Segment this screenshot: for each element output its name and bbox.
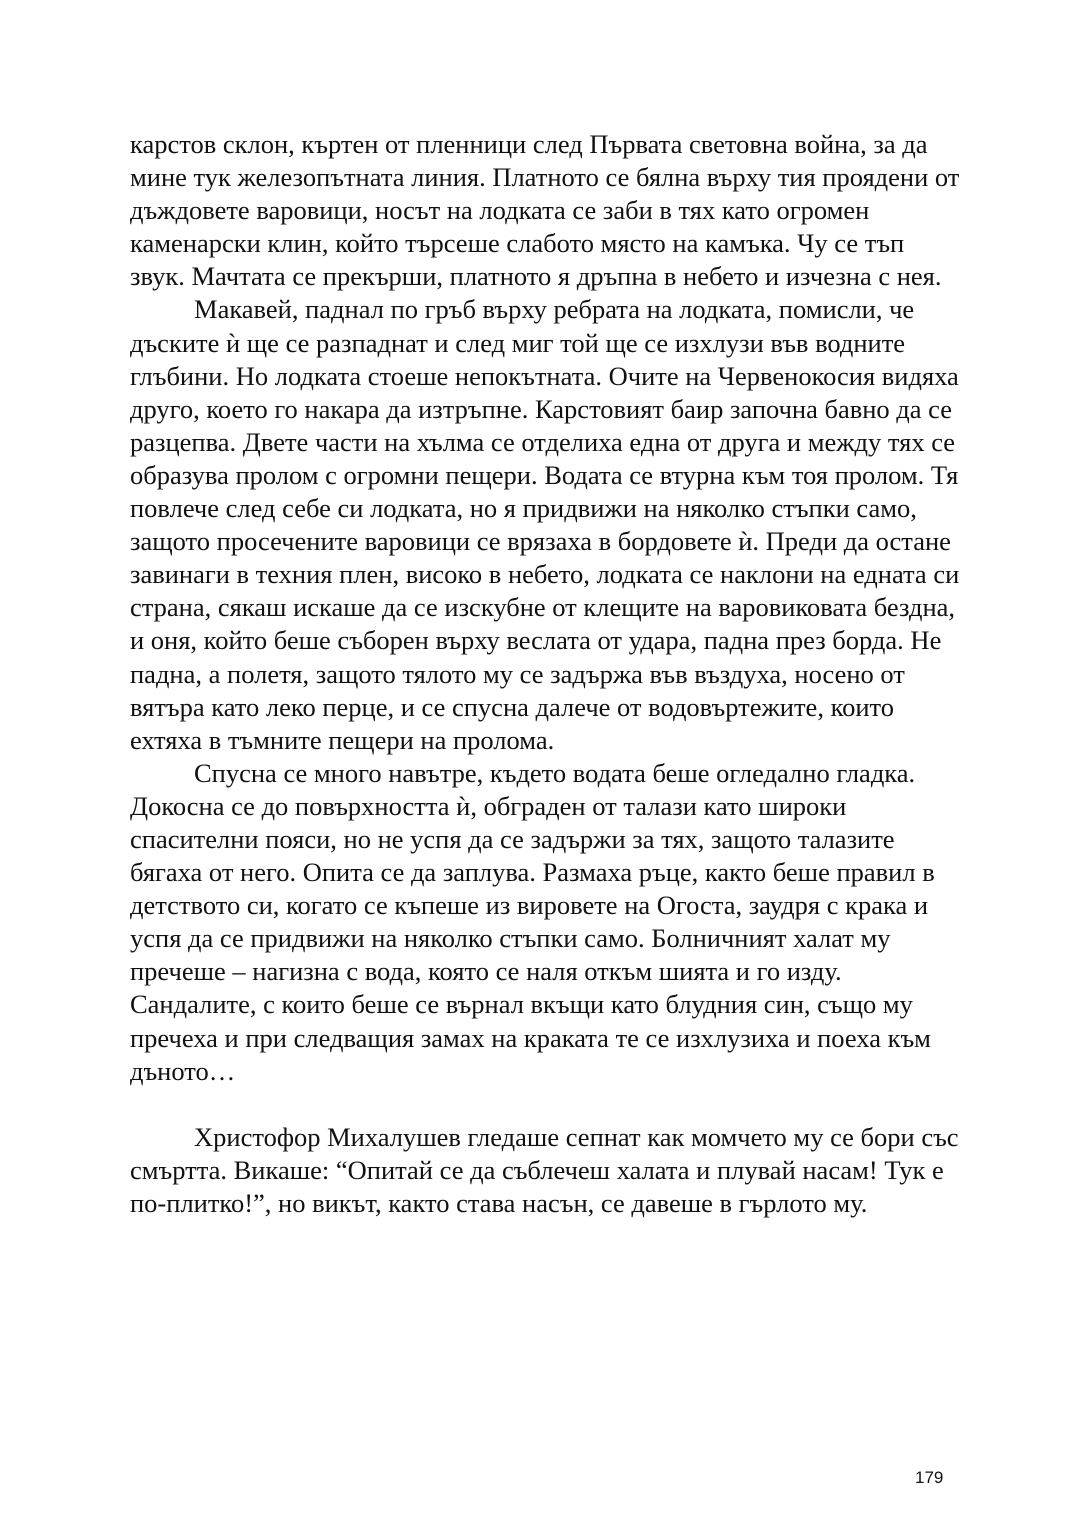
section-break bbox=[130, 1088, 960, 1121]
paragraph-1: карстов склон, къртен от пленници след Първата световна война, за да мине тук железопътната линия. Платното се бялна върху тия проядени от дъждовете варовици, носът на лодката се заби в тях като огромен каменарски клин, който търсеше слабото място на камъка. Чу се тъп звук. Мачтата се прекърши, платното я дръпна в небето и изчезна с нея. bbox=[130, 129, 960, 292]
page-number: 179 bbox=[915, 1468, 944, 1487]
paragraph-3: Спусна се много навътре, където водата беше огледално гладка. Докосна се до повърхността ѝ, обграден от талази като широки спасителни пояси, но не успя да се задържи за тях, защото талазите бягаха от него. Опита се да заплува. Размаха ръце, както беше правил в детството си, когато се къпеше из вировете на Огоста, заудря с крака и успя да се придвижи на няколко стъпки само. Болничният халат му пречеше – нагизна с вода, която се наля откъм шията и го изду. Сандалите, с които беше се върнал вкъщи като блудния син, също му пречеха и при следващия замах на краката те се изхлузиха и поеха към дъното… bbox=[130, 757, 935, 1086]
document-body bbox=[130, 128, 960, 1220]
paragraph-2: Макавей, паднал по гръб върху ребрата на лодката, помисли, че дъските ѝ ще се разпаднат и след миг той ще се изхлузи във водните глъбини. Но лодката стоеше непокътната. Очите на Червенокосия видяха друго, което го накара да изтръпне. Карстовият баир започна бавно да се разцепва. Двете части на хълма се отделиха една от друга и между тях се образува пролом с огромни пещери. Водата се втурна към тоя пролом. Тя повлече след себе си лодката, но я придвижи на няколко стъпки само, защото просечените варовици се врязаха в бордовете ѝ. Преди да остане завинаги в техния плен, високо в небето, лодката се наклони на едната си страна, сякаш искаше да се изскубне от клещите на варовиковата бездна, и оня, който беше съборен върху веслата от удара, падна през борда. Не падна, а полетя, защото тялото му се задържа във въздуха, носено от вятъра като леко перце, и се спусна далече от водовъртежите, които ехтяха в тъмните пещери на пролома. bbox=[130, 294, 960, 755]
paragraph-4: Христофор Михалушев гледаше сепнат как момчето му се бори със смъртта. Викаше: “Опитай се да съблечеш халата и плувай насам! Тук е по-плитко!”, но викът, както става насън, се давеше в гърлото му. bbox=[130, 1121, 959, 1218]
